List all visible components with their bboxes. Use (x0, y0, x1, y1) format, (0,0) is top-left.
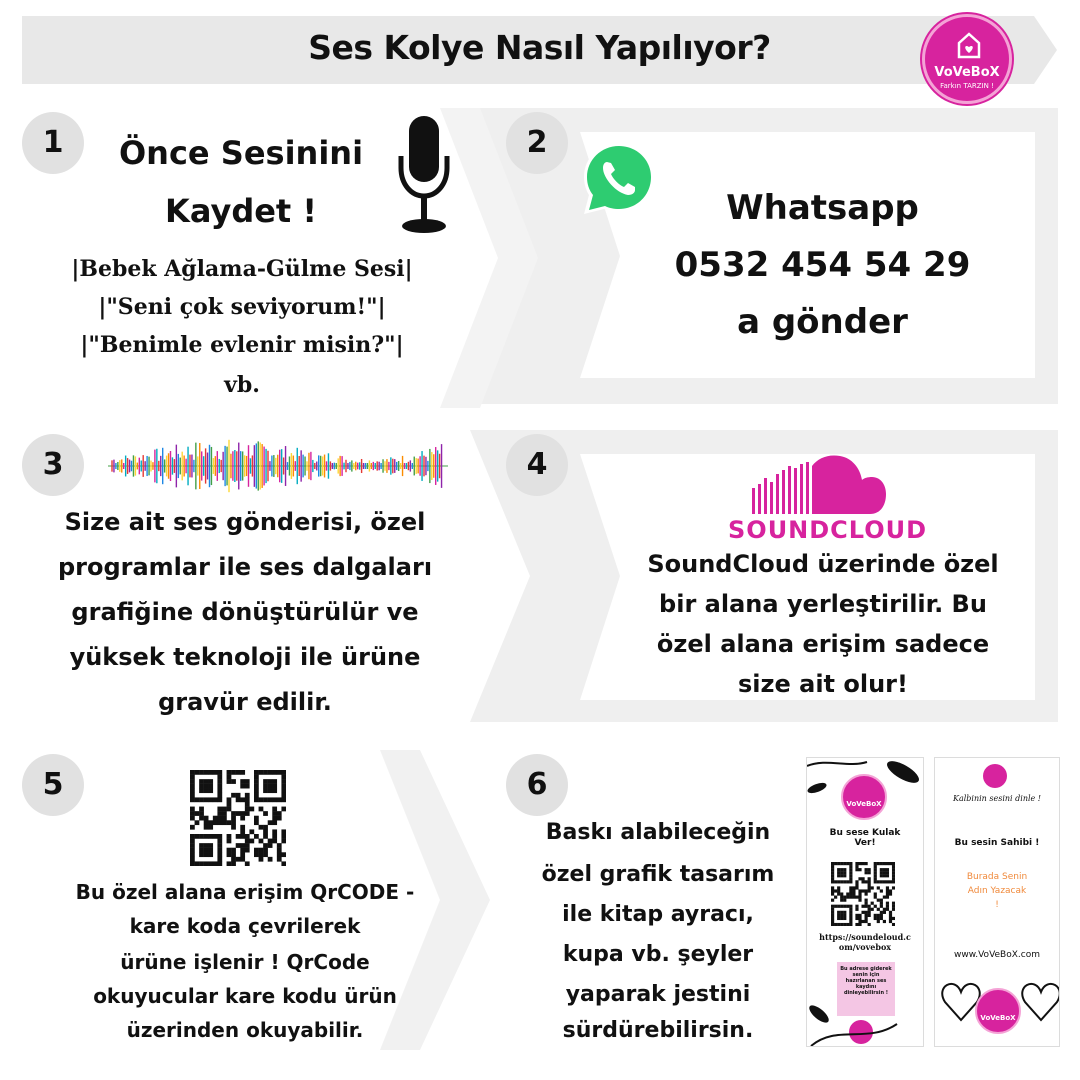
step-number-3: 3 (22, 434, 84, 496)
step-6-line-2: özel grafik tasarım (541, 862, 775, 887)
bookmark-card-2-logo (975, 988, 1021, 1034)
step-6-line-3: ile kitap ayracı, (562, 902, 754, 927)
step-1-example-4: vb. (224, 372, 260, 398)
bookmark-card-1 (806, 757, 924, 1047)
step-4-line-2: bir alana yerleştirilir. Bu (659, 590, 987, 618)
step-number-6: 6 (506, 754, 568, 816)
step-6-line-5: yaparak jestini (565, 982, 751, 1007)
step-6-line-4: kupa vb. şeyler (562, 942, 754, 967)
qr-code-icon (190, 770, 286, 866)
vovebox-logo (922, 14, 1012, 104)
step-number-4: 4 (506, 434, 568, 496)
step-1-heading-line1: Önce Sesinini (118, 134, 364, 172)
step-6-line-1: Baskı alabileceğin (545, 820, 771, 845)
step-3-line-3: grafiğine dönüştürülür ve (71, 598, 419, 626)
bookmark-card-2-sound-icon (983, 764, 1007, 788)
step-4-line-1: SoundCloud üzerinde özel (647, 550, 999, 578)
logo-brand: VoVeBoX (934, 65, 1000, 80)
bookmark-card-2-logo-brand: VoVeBoX (980, 1014, 1016, 1022)
step-1-example-3: |"Benimle evlenir misin?"| (80, 332, 404, 358)
step-1-heading-line2: Kaydet ! (165, 192, 317, 230)
step-4-line-4: size ait olur! (738, 670, 908, 698)
bookmark-card-2-site: www.VoVeBoX.com (953, 950, 1040, 960)
step-2-phone-number[interactable]: 0532 454 54 29 (674, 245, 971, 285)
step-5-line-4: okuyucular kare kodu ürün (93, 984, 397, 1008)
step-4-line-3: özel alana erişim sadece (656, 630, 990, 658)
bookmark-card-2 (934, 757, 1060, 1047)
title-banner (22, 16, 1057, 84)
logo-tagline: Farkın TARZIN ! (940, 82, 994, 90)
step-5-line-2: kare koda çevrilerek (129, 914, 361, 938)
step-number-1: 1 (22, 112, 84, 174)
sound-wave-icon (108, 430, 448, 502)
bookmark-card-1-url: https://soundeloud.com/vovebox (819, 932, 911, 952)
soundcloud-icon (748, 454, 888, 516)
step-5-line-1: Bu özel alana erişim QrCODE - (75, 880, 415, 904)
house-heart-icon (957, 31, 981, 59)
step-number-5: 5 (22, 754, 84, 816)
microphone-icon (393, 112, 457, 236)
bookmark-card-1-logo-brand: VoVeBoX (846, 800, 882, 808)
bookmark-card-2-owner: Bu sesin Sahibi ! (954, 838, 1040, 848)
bookmark-qr-code-icon (831, 862, 895, 926)
step-6-line-6: sürdürebilirsin. (562, 1018, 754, 1043)
step-3-line-5: gravür edilir. (158, 688, 332, 716)
step-3-line-2: programlar ile ses dalgaları (57, 553, 433, 581)
step-3-line-4: yüksek teknoloji ile ürüne (69, 643, 421, 671)
leaf-decoration-bottom-icon (807, 984, 924, 1047)
bookmark-preview (806, 757, 1060, 1047)
step-2-whatsapp-label: Whatsapp (726, 188, 919, 228)
step-number-2: 2 (506, 112, 568, 174)
soundcloud-brand: SOUNDCLOUD (728, 516, 928, 544)
step-1-example-2: |"Seni çok seviyorum!"| (98, 294, 386, 320)
page-title: Ses Kolye Nasıl Yapılıyor? (308, 28, 771, 67)
bookmark-card-2-name: Burada Senin Adın Yazacak ! (966, 872, 1028, 910)
bookmark-card-1-note: Bu adrese giderek senin için hazırlanan ses kaydını dinleyebilirsin ! (840, 966, 892, 996)
step-5-line-5: üzerinden okuyabilir. (126, 1018, 364, 1042)
bookmark-card-1-title: Bu sese Kulak Ver! (829, 828, 901, 848)
bookmark-card-2-caption: Kalbinin sesini dinle ! (952, 794, 1042, 803)
step-5-line-3: ürüne işlenir ! QrCode (120, 950, 370, 974)
step-3-line-1: Size ait ses gönderisi, özel (64, 508, 426, 536)
step-1-example-1: |Bebek Ağlama-Gülme Sesi| (71, 256, 413, 282)
step-2-send-label: a gönder (737, 302, 908, 342)
bookmark-card-1-logo (841, 774, 887, 820)
